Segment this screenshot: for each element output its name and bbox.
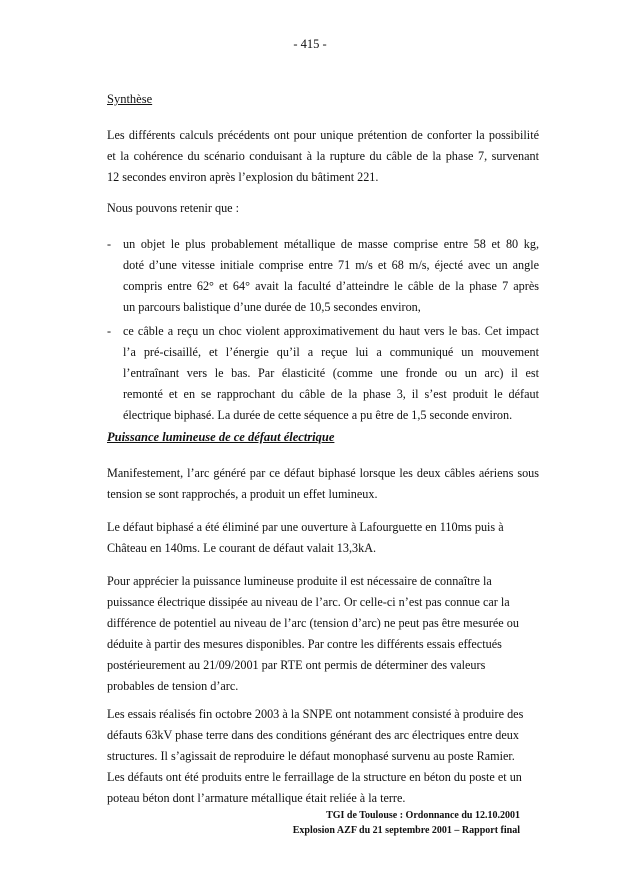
bullet-line: compris entre 62° et 64° avait la faculté d’atteindre le câble de la phase 7 après <box>123 279 539 293</box>
paragraph-4 <box>107 517 539 559</box>
paragraph-line: Manifestement, l’arc généré par ce défaut biphasé lorsque les deux câbles aériens sous <box>107 466 539 480</box>
bullet-body <box>123 321 539 426</box>
paragraph-line: défauts 63kV phase terre dans des conditions générant des arc électriques entre deux <box>107 728 519 742</box>
footer-line-1: TGI de Toulouse : Ordonnance du 12.10.2001 <box>326 810 520 821</box>
paragraph-line: déduite à partir des mesures disponibles. Par contre les différents essais effectués <box>107 637 502 651</box>
paragraph-6 <box>107 704 539 809</box>
paragraph-1 <box>107 125 539 188</box>
bullet-marker: - <box>107 324 112 338</box>
subheading: Puissance lumineuse de ce défaut électrique <box>107 430 335 444</box>
paragraph-line: poteau béton dont l’armature métallique était reliée à la terre. <box>107 791 406 805</box>
bullet-line: électrique biphasé. La durée de cette séquence a pu être de 1,5 seconde environ. <box>123 408 513 422</box>
paragraph-line: Les essais réalisés fin octobre 2003 à la SNPE ont notamment consisté à produire des <box>107 707 524 721</box>
bullet-line: l’a pré-cisaillé, et l’énergie qu’il a reçue lui a communiqué un mouvement <box>123 345 539 359</box>
bullet-line: l’entraînant vers le bas. Par élasticité (comme une fronde ou un arc) il est <box>123 366 539 380</box>
paragraph-line: Les défauts ont été produits entre le ferraillage de la structure en béton du poste et un <box>107 770 522 784</box>
bullet-body <box>123 234 539 318</box>
paragraph-2 <box>107 198 539 219</box>
paragraph-line: et la cohérence du scénario conduisant à la rupture du câble de la phase 7, survenant <box>107 149 539 163</box>
footer-line-2: Explosion AZF du 21 septembre 2001 – Rapport final <box>292 825 520 836</box>
paragraph-line: tension se sont rapprochés, a produit un effet lumineux. <box>107 487 378 501</box>
page-number: - 415 - <box>293 37 327 51</box>
bullet-marker: - <box>107 237 112 251</box>
paragraph-line: différence de potentiel au niveau de l’arc (tension d’arc) ne peut pas être mesurée ou <box>107 616 519 630</box>
bullet-line: un objet le plus probablement métallique de masse comprise entre 58 et 80 kg, <box>123 237 539 251</box>
section-title: Synthèse <box>107 92 153 106</box>
paragraph-line: Château en 140ms. Le courant de défaut valait 13,3kA. <box>107 541 377 555</box>
paragraph-line: structures. Il s’agissait de reproduire le défaut monophasé survenu au poste Ramier. <box>107 749 515 763</box>
bullet-line: un parcours balistique d’une durée de 10,5 secondes environ, <box>123 300 421 314</box>
bullet-line: ce câble a reçu un choc violent approximativement du haut vers le bas. Cet impact <box>123 324 539 338</box>
paragraph-5 <box>107 571 539 697</box>
bullet-line: remonté et en se rapprochant du câble de la phase 3, il s’est produit le défaut <box>123 387 539 401</box>
paragraph-line: probables de tension d’arc. <box>107 679 239 693</box>
paragraph-3 <box>107 463 539 505</box>
paragraph-line: postérieurement au 21/09/2001 par RTE ont permis de déterminer des valeurs <box>107 658 486 672</box>
bullet-line: doté d’une vitesse initiale comprise entre 71 m/s et 68 m/s, éjecté avec un angle <box>123 258 539 272</box>
paragraph-line: Les différents calculs précédents ont pour unique prétention de conforter la possibilité <box>107 128 539 142</box>
paragraph-line: Nous pouvons retenir que : <box>107 201 240 215</box>
paragraph-line: puissance électrique dissipée au niveau de l’arc. Or celle-ci n’est pas connue car la <box>107 595 510 609</box>
paragraph-line: Le défaut biphasé a été éliminé par une ouverture à Lafourguette en 110ms puis à <box>107 520 504 534</box>
paragraph-line: Pour apprécier la puissance lumineuse produite il est nécessaire de connaître la <box>107 574 492 588</box>
footer <box>293 808 520 838</box>
paragraph-line: 12 secondes environ après l’explosion du bâtiment 221. <box>107 170 379 184</box>
